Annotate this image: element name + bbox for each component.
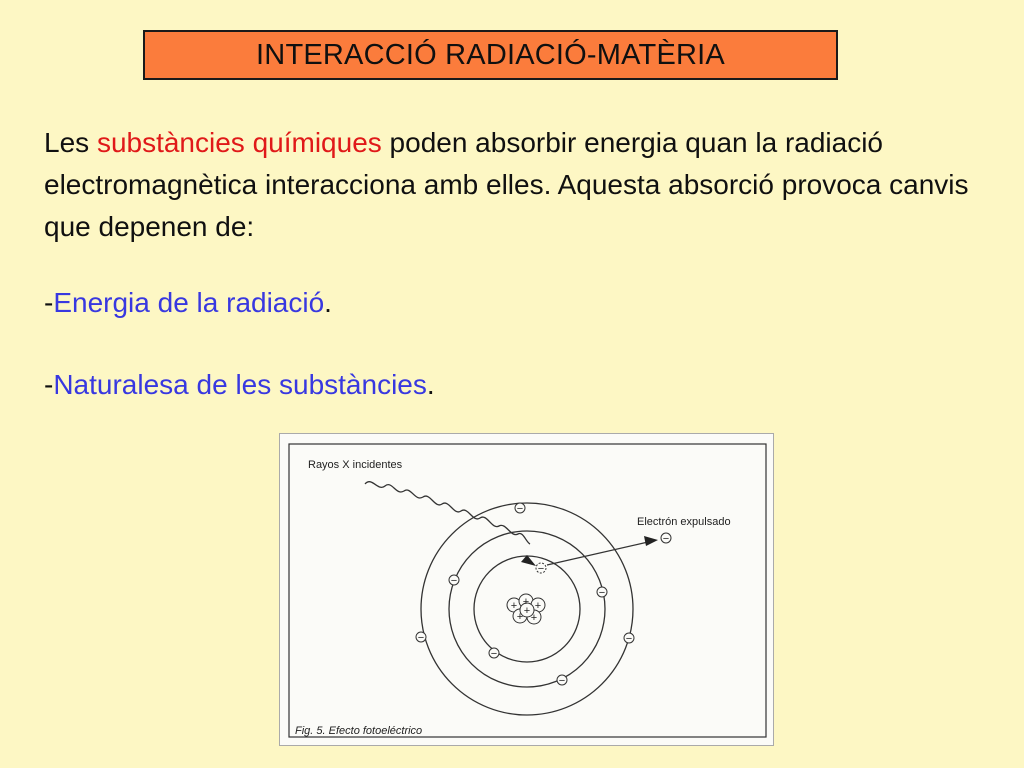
svg-text:−: − xyxy=(558,675,566,687)
svg-text:−: − xyxy=(417,632,425,644)
photoelectric-figure xyxy=(279,433,774,746)
paragraph-start: Les xyxy=(44,127,97,158)
slide-title: INTERACCIÓ RADIACIÓ-MATÈRIA xyxy=(256,38,725,71)
svg-text:−: − xyxy=(625,633,633,645)
svg-text:+: + xyxy=(510,600,518,612)
svg-text:+: + xyxy=(523,605,531,617)
ejection-arrowhead xyxy=(644,536,658,546)
figure-caption: Fig. 5. Efecto fotoeléctrico xyxy=(295,725,423,737)
bullet-period: . xyxy=(324,287,332,318)
electrons xyxy=(416,503,671,685)
svg-text:−: − xyxy=(490,648,498,660)
label-incident-xrays: Rayos X incidentes xyxy=(308,459,403,471)
bullet-period: . xyxy=(426,369,435,400)
atom-diagram xyxy=(280,434,775,747)
svg-text:+: + xyxy=(516,611,524,623)
svg-text:+: + xyxy=(534,600,542,612)
label-ejected-electron: Electrón expulsado xyxy=(637,516,731,528)
svg-text:−: − xyxy=(516,503,524,515)
ejection-line xyxy=(547,542,648,565)
svg-text:−: − xyxy=(598,587,606,599)
title-box xyxy=(143,30,838,80)
svg-text:−: − xyxy=(662,533,670,545)
paragraph-rest: poden absorbir energia quan la radiació electromagnètica interacciona amb elles. Aquesta absorció provoca canvis que depenen de: xyxy=(44,127,969,242)
svg-text:−: − xyxy=(450,575,458,587)
svg-text:−: − xyxy=(537,563,545,575)
intro-paragraph xyxy=(44,122,1004,248)
bullet-dash: - xyxy=(44,369,54,400)
bullet-dash: - xyxy=(44,287,54,318)
bullet-text: Energia de la radiació xyxy=(53,287,325,318)
bullet-text: Naturalesa de les substàncies xyxy=(53,369,427,400)
figure-frame xyxy=(289,444,766,737)
bullet-item-energy xyxy=(44,287,332,319)
highlight-term: substàncies químiques xyxy=(96,127,382,158)
svg-text:+: + xyxy=(530,612,538,624)
bullet-item-nature xyxy=(44,369,435,401)
svg-text:+: + xyxy=(522,596,530,608)
